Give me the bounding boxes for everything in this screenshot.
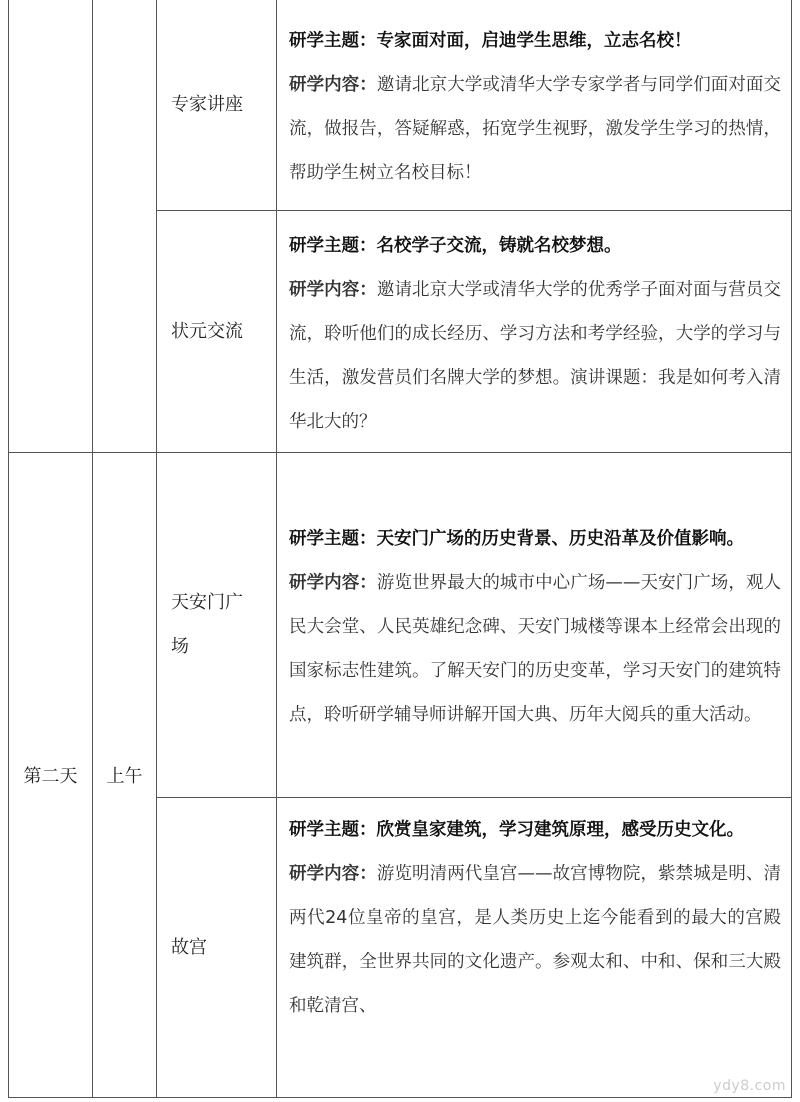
content-label: 研学内容： <box>289 74 377 95</box>
time-cell <box>93 453 157 1098</box>
content-para <box>289 852 781 1028</box>
table-row <box>9 0 792 211</box>
table-row <box>9 453 792 798</box>
theme-line <box>289 19 781 63</box>
desc-cell <box>277 453 792 798</box>
content-text: 游览世界最大的城市中心广场——天安门广场，观人民大会堂、人民英雄纪念碑、天安门城楼等课本上经常会出现的国家标志性建筑。了解天安门的历史变革，学习天安门的建筑特点，聆听研学辅导师讲解开国大典、历年大阅兵的重大活动。 <box>289 573 782 725</box>
item-label: 天安门广场 <box>171 592 243 657</box>
content-text: 邀请北京大学或清华大学的优秀学子面对面与营员交流，聆听他们的成长经历、学习方法和考学经验，大学的学习与生活，激发营员们名牌大学的梦想。演讲课题：我是如何考入清华北大的？ <box>289 279 782 432</box>
item-cell <box>157 0 277 211</box>
itinerary-table <box>8 0 792 1098</box>
desc-cell <box>277 0 792 211</box>
theme-line <box>289 808 781 852</box>
content-para <box>289 268 781 444</box>
item-label: 故宫 <box>171 936 207 958</box>
content-label: 研学内容： <box>289 279 377 300</box>
day-cell-empty <box>9 0 93 453</box>
content-label: 研学内容： <box>289 573 377 593</box>
item-label: 状元交流 <box>171 320 243 342</box>
content-text: 游览明清两代皇宫——故宫博物院，紫禁城是明、清两代24位皇帝的皇宫，是人类历史上迄今能看到的最大的宫殿建筑群，全世界共同的文化遗产。参观太和、中和、保和三大殿和乾清宫、 <box>289 864 782 1016</box>
item-cell <box>157 453 277 798</box>
desc-cell <box>277 211 792 453</box>
time-label: 上午 <box>106 766 143 787</box>
content-label: 研学内容： <box>289 864 377 884</box>
day-label: 第二天 <box>23 766 78 787</box>
theme-label: 研学主题： <box>289 30 377 51</box>
theme-line <box>289 224 781 268</box>
theme-text: 欣赏皇家建筑，学习建筑原理，感受历史文化。 <box>376 820 744 840</box>
theme-label: 研学主题： <box>289 235 377 256</box>
item-label: 专家讲座 <box>171 93 243 115</box>
theme-text: 名校学子交流，铸就名校梦想。 <box>376 235 622 256</box>
theme-text: 天安门广场的历史背景、历史沿革及价值影响。 <box>376 529 744 549</box>
watermark: ydy8.com <box>713 1078 786 1094</box>
content-text: 邀请北京大学或清华大学专家学者与同学们面对面交流，做报告，答疑解惑，拓宽学生视野，激发学生学习的热情，帮助学生树立名校目标！ <box>289 74 782 183</box>
desc-cell <box>277 798 792 1098</box>
time-cell-empty <box>93 0 157 453</box>
content-para <box>289 561 781 737</box>
day-cell <box>9 453 93 1098</box>
theme-line <box>289 517 781 561</box>
item-cell <box>157 798 277 1098</box>
theme-label: 研学主题： <box>289 529 377 549</box>
item-cell <box>157 211 277 453</box>
content-para <box>289 63 781 195</box>
theme-label: 研学主题： <box>289 820 377 840</box>
theme-text: 专家面对面，启迪学生思维，立志名校！ <box>376 30 692 51</box>
